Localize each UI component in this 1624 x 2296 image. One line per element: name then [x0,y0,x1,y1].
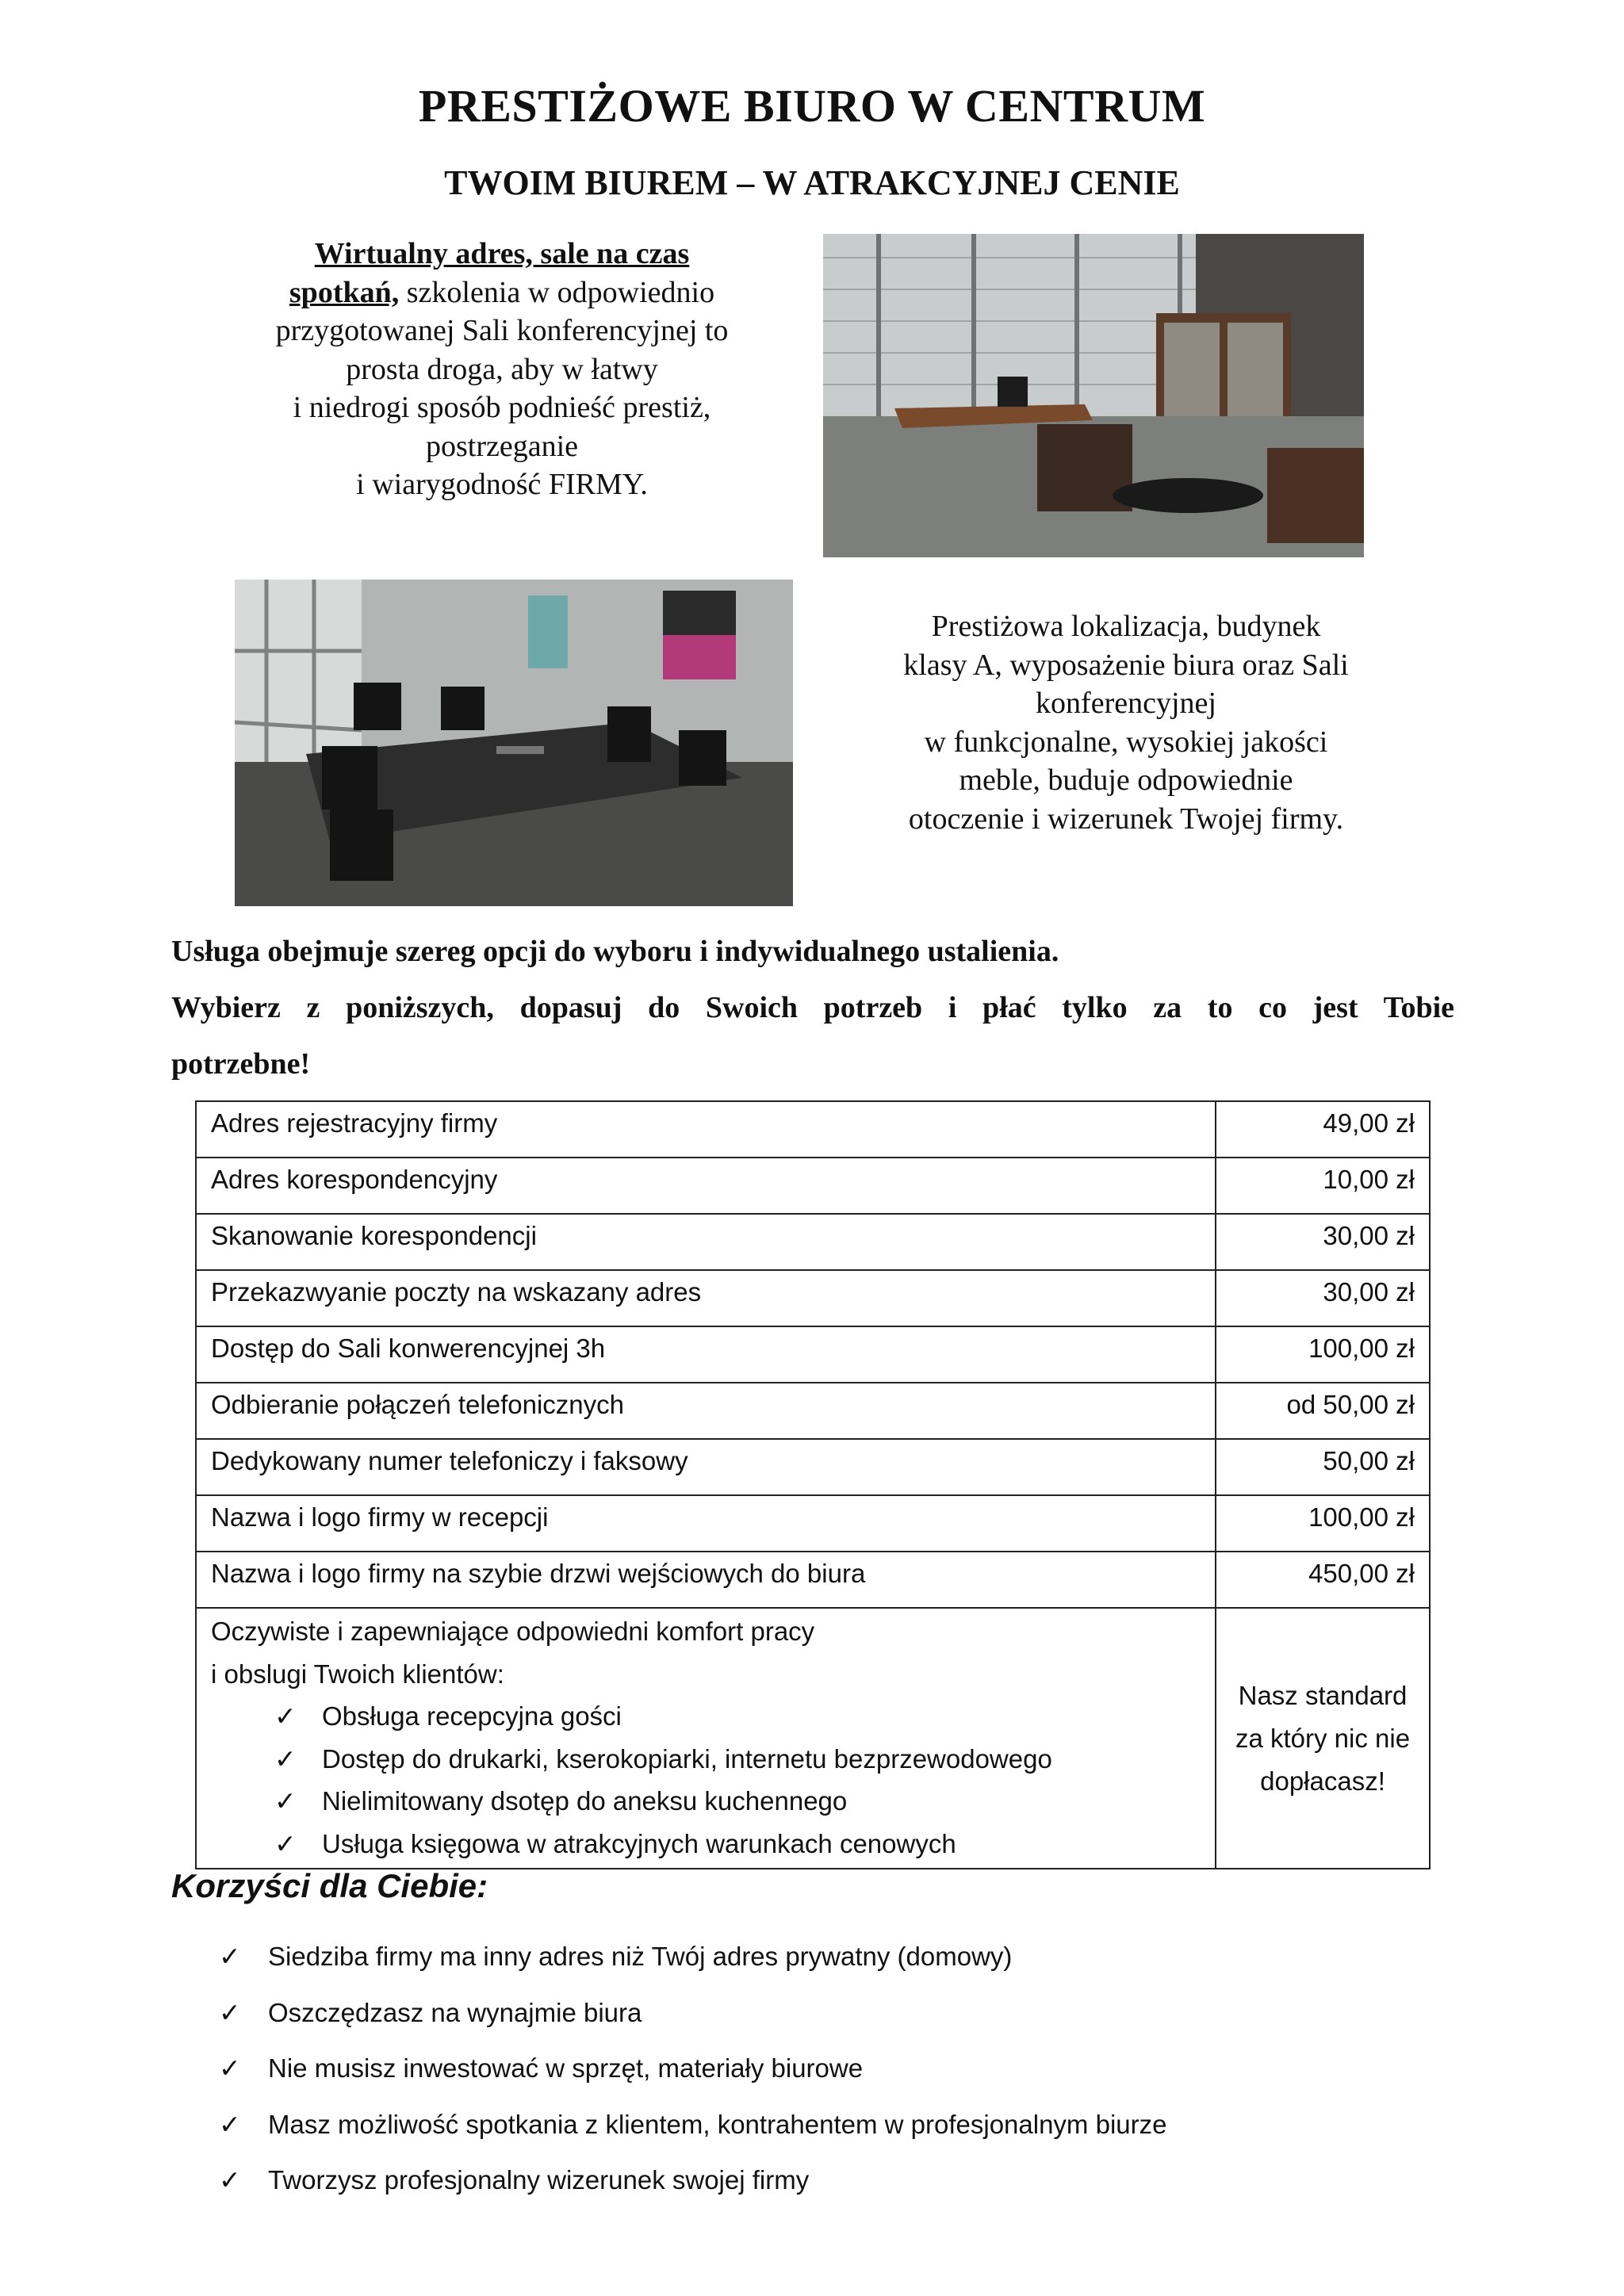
standard-feature-text: Nielimitowany dsotęp do aneksu kuchennego [322,1786,848,1816]
service-price: 450,00 zł [1216,1552,1430,1608]
list-item [274,1823,1201,1866]
office-photo [823,234,1364,557]
service-name: Nazwa i logo firmy w recepcji [196,1495,1216,1552]
intro-paragraph [228,235,776,504]
conference-room-photo [235,580,793,906]
table-row [196,1101,1430,1158]
service-price: 10,00 zł [1216,1158,1430,1214]
service-intro [171,924,1454,1093]
service-price: 100,00 zł [1216,1326,1430,1383]
service-name: Adres korespondencyjny [196,1158,1216,1214]
service-name: Nazwa i logo firmy na szybie drzwi wejściowych do biura [196,1552,1216,1608]
service-name: Dostęp do Sali konwerencyjnej 3h [196,1326,1216,1383]
intro-line-6: postrzeganie [425,429,579,463]
check-icon: ✓ [219,2165,241,2195]
table-row [196,1495,1430,1552]
intro-line-1: Wirtualny adres, sale na czas [314,237,690,270]
benefit-text: Siedziba firmy ma inny adres niż Twój adres prywatny (domowy) [268,1942,1013,1971]
location-line-2: klasy A, wyposażenie biura oraz Sali [903,648,1349,682]
standard-feature-text: Dostęp do drukarki, kserokopiarki, internetu bezprzewodowego [322,1743,1052,1774]
list-item [274,1780,1201,1823]
service-price: 100,00 zł [1216,1495,1430,1552]
service-intro-line-1: Usługa obejmuje szereg opcji do wyboru i indywidualnego ustalienia. [171,935,1059,968]
location-line-1: Prestiżowa lokalizacja, budynek [931,610,1321,643]
table-row [196,1439,1430,1495]
location-paragraph [848,607,1404,838]
benefit-text: Tworzysz profesjonalny wizerunek swojej firmy [268,2165,810,2195]
check-icon: ✓ [219,2109,241,2139]
standard-feature-text: Usługa księgowa w atrakcyjnych warunkach cenowych [322,1828,956,1858]
check-icon: ✓ [219,2053,241,2083]
table-row-standard [196,1608,1430,1869]
table-row [196,1158,1430,1214]
service-name: Adres rejestracyjny firmy [196,1101,1216,1158]
check-icon: ✓ [274,1701,297,1731]
benefit-text: Oszczędzasz na wynajmie biura [268,1997,642,2027]
list-item [219,2053,1166,2109]
intro-line-2-rest: szkolenia w odpowiednio [399,275,715,309]
list-item [274,1695,1201,1738]
location-line-3: konferencyjnej [1036,687,1216,720]
list-item [219,1941,1166,1997]
list-item [219,2109,1166,2165]
standard-label-cell [1216,1608,1430,1869]
standard-features-cell [196,1608,1216,1869]
standard-feature-text: Obsługa recepcyjna gości [322,1701,622,1731]
service-price: 30,00 zł [1216,1270,1430,1326]
conference-room-illustration [235,580,793,906]
service-intro-line-3: potrzebne! [171,1047,311,1081]
standard-intro-line-2: i obslugi Twoich klientów: [211,1659,504,1689]
table-row [196,1270,1430,1326]
intro-line-5: i niedrogi sposób podnieść prestiż, [293,391,711,424]
page-subtitle: TWOIM BIUREM – W ATRAKCYJNEJ CENIE [444,163,1180,202]
intro-line-3: przygotowanej Sali konferencyjnej to [275,314,729,347]
benefits-list [219,1941,1166,2221]
standard-intro-line-1: Oczywiste i zapewniające odpowiedni komfort pracy [211,1617,815,1646]
service-name: Dedykowany numer telefoniczy i faksowy [196,1439,1216,1495]
benefit-text: Masz możliwość spotkania z klientem, kontrahentem w profesjonalnym biurze [268,2109,1167,2139]
service-price: 50,00 zł [1216,1439,1430,1495]
location-line-5: meble, buduje odpowiednie [959,763,1293,797]
location-line-4: w funkcjonalne, wysokiej jakości [924,725,1328,759]
list-item [219,1997,1166,2053]
service-intro-line-2: Wybierz z poniższych, dopasuj do Swoich potrzeb i płać tylko za to co jest Tobie [171,991,1454,1024]
check-icon: ✓ [274,1743,297,1774]
list-item [219,2164,1166,2221]
service-price: 49,00 zł [1216,1101,1430,1158]
location-line-6: otoczenie i wizerunek Twojej firmy. [908,802,1344,836]
page-title: PRESTIŻOWE BIURO W CENTRUM [418,80,1206,132]
service-name: Przekazwyanie poczty na wskazany adres [196,1270,1216,1326]
service-price: od 50,00 zł [1216,1383,1430,1439]
table-row [196,1214,1430,1270]
table-row [196,1326,1430,1383]
check-icon: ✓ [219,1997,241,2027]
benefit-text: Nie musisz inwestować w sprzęt, materiały biurowe [268,2053,864,2083]
table-row [196,1552,1430,1608]
office-photo-illustration [823,234,1364,557]
standard-features-list [211,1695,1201,1865]
standard-label-line-1: Nasz standard [1238,1680,1408,1710]
intro-line-2-bold: spotkań, [289,275,400,309]
check-icon: ✓ [274,1828,297,1858]
service-name: Odbieranie połączeń telefonicznych [196,1383,1216,1439]
standard-label-line-3: dopłacasz! [1260,1766,1385,1796]
service-name: Skanowanie korespondencji [196,1214,1216,1270]
benefits-title: Korzyści dla Ciebie: [171,1867,488,1904]
service-price: 30,00 zł [1216,1214,1430,1270]
list-item [274,1738,1201,1781]
table-row [196,1383,1430,1439]
intro-line-7: i wiarygodność FIRMY. [356,468,648,501]
check-icon: ✓ [219,1942,241,1971]
check-icon: ✓ [274,1786,297,1816]
standard-label-line-2: za który nic nie [1235,1723,1411,1753]
intro-line-4: prosta droga, aby w łatwy [346,352,658,386]
price-table [195,1100,1431,1869]
